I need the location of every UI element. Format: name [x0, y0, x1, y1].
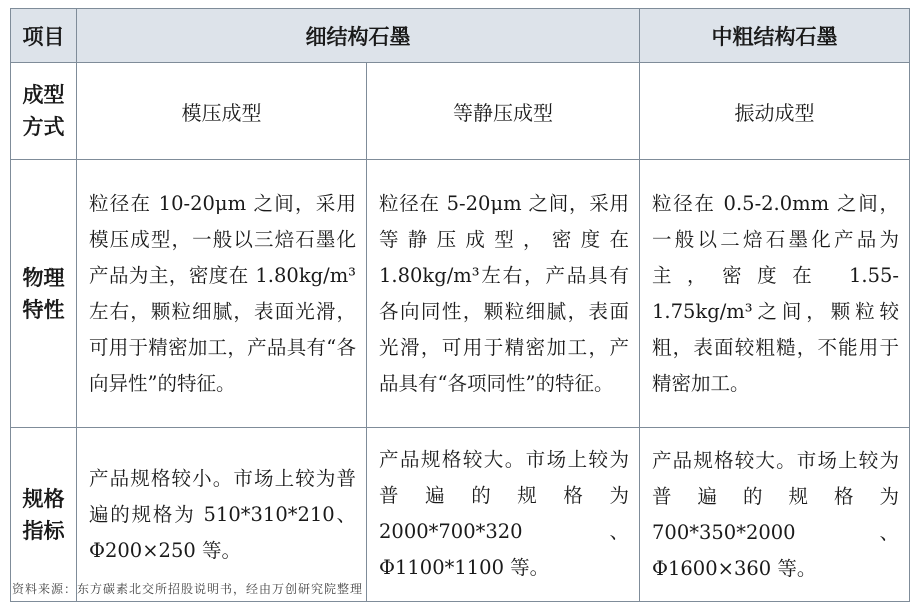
cell-molding: 模压成型	[77, 63, 367, 160]
table-row-physical-properties	[11, 160, 910, 428]
cell-isostatic: 等静压成型	[367, 63, 640, 160]
table-row-specifications	[11, 428, 910, 602]
source-note: 资料来源：东方碳素北交所招股说明书，经由万创研究院整理	[12, 582, 364, 596]
header-row	[11, 9, 910, 63]
cell-spec-vibration: 产品规格较大。市场上较为普遍的规格为 700*350*2000、Φ1600×360 等。	[640, 428, 910, 602]
cell-spec-molded: 产品规格较小。市场上较为普遍的规格为 510*310*210、Φ200×250 等。	[77, 428, 367, 602]
row-label-specifications: 规格 指标	[11, 428, 77, 602]
table-row-forming-method	[11, 63, 910, 160]
cell-spec-isostatic: 产品规格较大。市场上较为普遍的规格为 2000*700*320、Φ1100*1100 等。	[367, 428, 640, 602]
comparison-table	[10, 8, 910, 602]
cell-physical-vibration: 粒径在 0.5-2.0mm 之间，一般以二焙石墨化产品为主，密度在 1.55-1.75kg/m³之间，颗粒较粗，表面较粗糙，不能用于精密加工。	[640, 160, 910, 428]
cell-physical-isostatic: 粒径在 5-20μm 之间，采用等静压成型，密度在 1.80kg/m³左右，产品具有各向同性，颗粒细腻，表面光滑，可用于精密加工，产品具有“各项同性”的特征。	[367, 160, 640, 428]
cell-vibration: 振动成型	[640, 63, 910, 160]
cell-physical-molded: 粒径在 10-20μm 之间，采用模压成型，一般以三焙石墨化产品为主，密度在 1.80kg/m³左右，颗粒细腻，表面光滑，可用于精密加工，产品具有“各向异性”的特征。	[77, 160, 367, 428]
header-item: 项目	[11, 9, 77, 63]
row-label-forming-method: 成型 方式	[11, 63, 77, 160]
row-label-physical-properties: 物理 特性	[11, 160, 77, 428]
header-fine-graphite: 细结构石墨	[77, 9, 640, 63]
header-medium-coarse-graphite: 中粗结构石墨	[640, 9, 910, 63]
